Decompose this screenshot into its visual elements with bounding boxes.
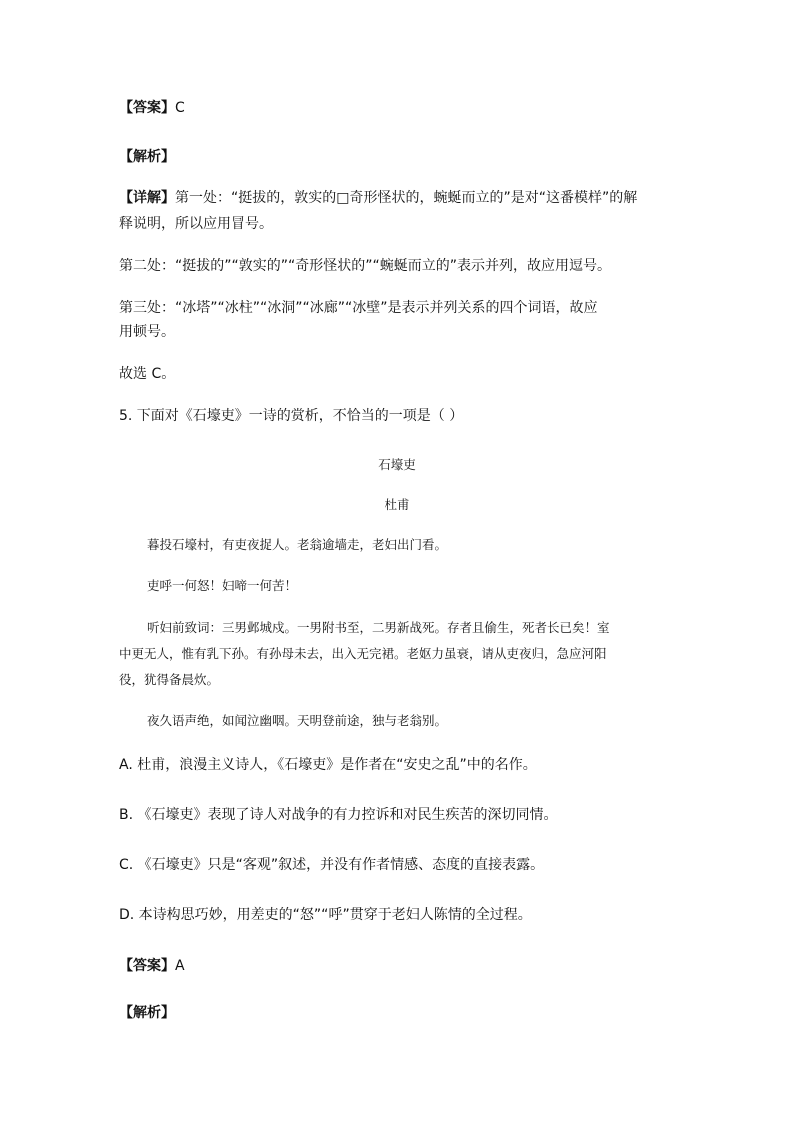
option-a: A. 杜甫，浪漫主义诗人，《石壕吏》是作者在“安史之乱”中的名作。	[119, 757, 537, 773]
poem-line-3b: 中更无人，惟有乳下孙。有孙母未去，出入无完裙。老妪力虽衰，请从吏夜归，急应河阳	[119, 646, 607, 661]
detail-line-3: 第二处：“挺拔的”“敦实的”“奇形怪状的”“蜿蜒而立的”表示并列，故应用逗号。	[119, 258, 612, 274]
answer-label: 【答案】	[119, 100, 175, 116]
analysis-label-1: 【解析】	[119, 149, 175, 165]
option-d: D. 本诗构思巧妙，用差吏的“怒”“呼”贯穿于老妇人陈情的全过程。	[119, 907, 532, 923]
poem-line-1: 暮投石壕村，有吏夜捉人。老翁逾墙走，老妇出门看。	[147, 537, 448, 552]
detail-line-1	[119, 188, 637, 208]
question-5-stem: 5. 下面对《石壕吏》一诗的赏析，不恰当的一项是（ ）	[119, 408, 464, 424]
poem-line-2: 吏呼一何怒！妇啼一何苦！	[147, 578, 298, 593]
poem-line-3c: 役，犹得备晨炊。	[119, 672, 220, 687]
option-b: B. 《石壕吏》表现了诗人对战争的有力控诉和对民生疾苦的深切同情。	[119, 807, 558, 823]
poem-author: 杜甫	[384, 497, 410, 512]
answer-value: C	[175, 100, 185, 116]
detail-line-2: 释说明，所以应用冒号。	[119, 216, 273, 232]
answer-line-1	[119, 98, 185, 118]
detail-label: 【详解】	[119, 190, 175, 206]
answer-value: A	[175, 958, 185, 974]
analysis-label-2: 【解析】	[119, 1005, 175, 1021]
detail-line-4: 第三处：“冰塔”“冰柱”“冰洞”“冰廊”“冰壁”是表示并列关系的四个词语，故应	[119, 300, 598, 316]
poem-line-3a: 听妇前致词：三男邺城戍。一男附书至，二男新战死。存者且偷生，死者长已矣！室	[147, 620, 610, 635]
poem-line-4: 夜久语声绝，如闻泣幽咽。天明登前途，独与老翁别。	[147, 713, 448, 728]
detail-line-5: 用顿号。	[119, 324, 175, 340]
answer-line-2	[119, 956, 185, 976]
detail-text-1: 第一处：“挺拔的，敦实的□奇形怪状的，蜿蜒而立的”是对“这番模样”的解	[175, 190, 638, 206]
answer-label: 【答案】	[119, 958, 175, 974]
poem-title: 石壕吏	[378, 457, 416, 472]
option-c: C. 《石壕吏》只是“客观”叙述，并没有作者情感、态度的直接表露。	[119, 857, 545, 873]
detail-conclusion: 故选 C。	[119, 366, 176, 382]
